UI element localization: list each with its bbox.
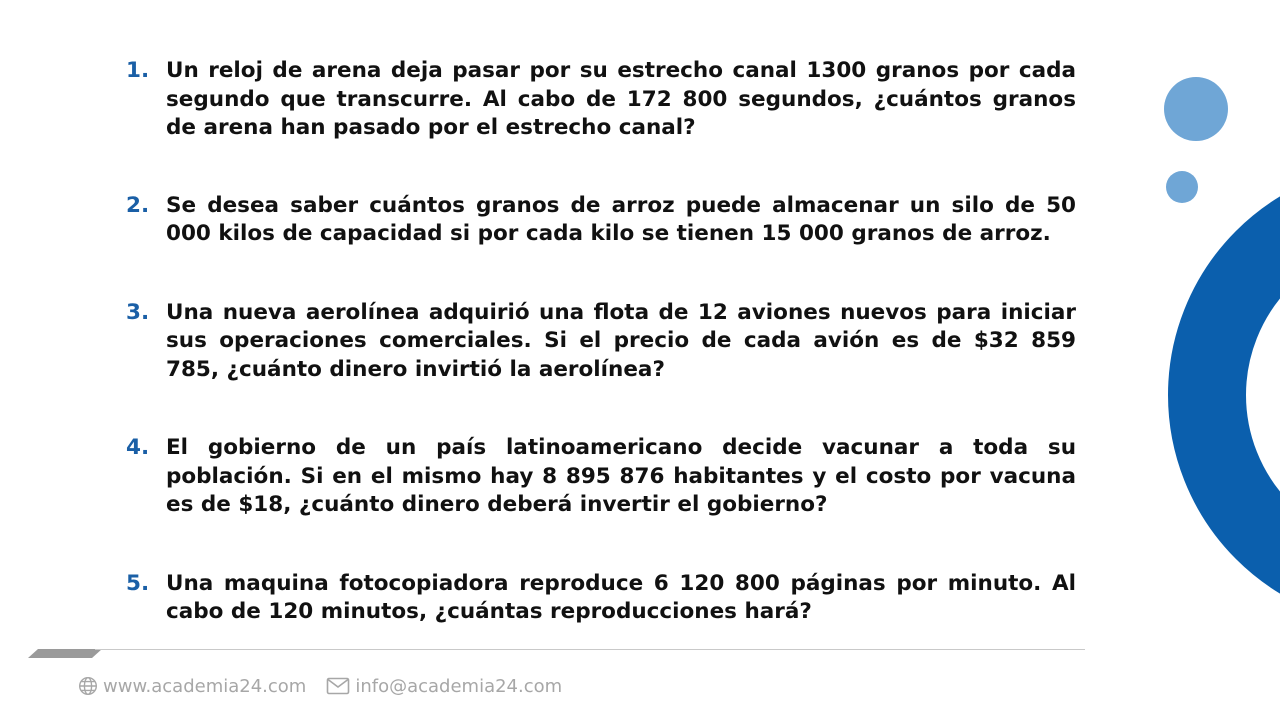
problem-number: 4. <box>126 435 150 460</box>
problem-item <box>126 57 1076 143</box>
website-link[interactable]: www.academia24.com <box>103 675 307 697</box>
problem-item <box>126 570 1076 627</box>
blue-ring-decoration <box>1207 202 1280 588</box>
problem-text: Una maquina fotocopiadora reproduce 6 120 800 páginas por minuto. Al cabo de 120 minutos, ¿cuántas reproducciones hará? <box>166 570 1076 624</box>
footer <box>78 674 562 698</box>
globe-icon <box>78 676 98 696</box>
footer-divider <box>95 649 1085 650</box>
problem-number: 2. <box>126 192 150 218</box>
large-dot-decoration <box>1164 77 1228 141</box>
mail-icon <box>326 677 350 695</box>
problem-text: Una nueva aerolínea adquirió una flota de 12 aviones nuevos para iniciar sus operaciones comerciales. Si el precio de cada avión es de $32 859 785, ¿cuánto dinero invirtió la aerolínea? <box>166 299 1076 382</box>
problem-item <box>126 299 1076 385</box>
problem-text: El gobierno de un país latinoamericano decide vacunar a toda su población. Si en el mismo hay 8 895 876 habitantes y el costo por vacuna es de $18, ¿cuánto dinero deberá invertir el gobierno? <box>166 435 1076 517</box>
problem-number: 3. <box>126 299 150 325</box>
problem-item <box>126 434 1076 520</box>
problem-list <box>126 57 1076 627</box>
problem-number: 1. <box>126 58 150 83</box>
footer-website[interactable] <box>78 676 306 697</box>
problem-text: Se desea saber cuántos granos de arroz puede almacenar un silo de 50 000 kilos de capacidad si por cada kilo se tienen 15 000 granos de arroz. <box>166 192 1076 246</box>
footer-accent-bar <box>28 649 102 658</box>
problem-number: 5. <box>126 570 150 596</box>
problem-item <box>126 192 1076 249</box>
email-link[interactable]: info@academia24.com <box>355 675 563 697</box>
footer-email[interactable] <box>326 676 562 697</box>
small-dot-decoration <box>1166 171 1198 203</box>
problem-text: Un reloj de arena deja pasar por su estrecho canal 1300 granos por cada segundo que transcurre. Al cabo de 172 800 segundos, ¿cuántos granos de arena han pasado por el estrecho canal? <box>166 58 1076 140</box>
